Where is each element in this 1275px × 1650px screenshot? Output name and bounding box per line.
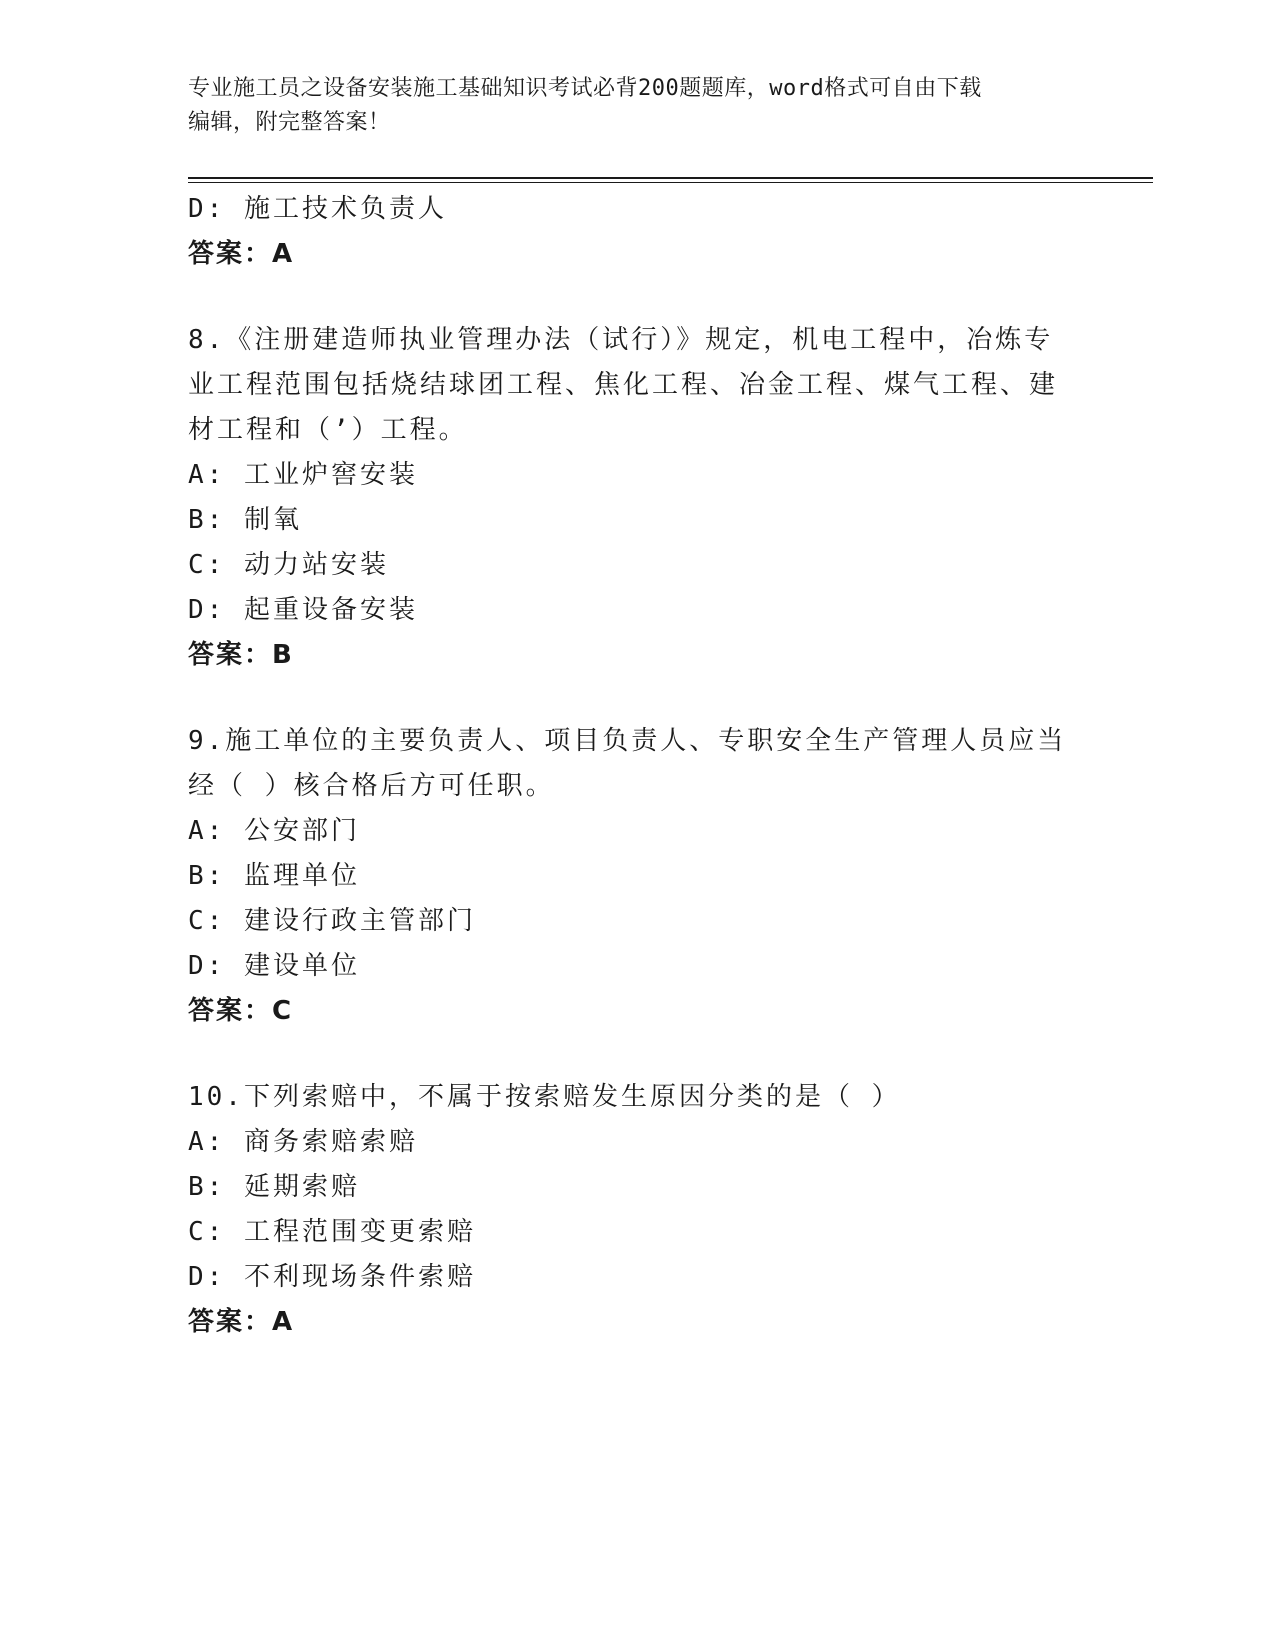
question-text-line: 8.《注册建造师执业管理办法（试行）》规定，机电工程中，冶炼专 [188, 325, 1054, 355]
option-a: A: 工业炉窖安装 [188, 460, 418, 490]
question-text-line: 材工程和（’）工程。 [188, 415, 468, 445]
spacer [188, 277, 1068, 318]
option-d: D: 起重设备安装 [188, 595, 418, 625]
option-b: B: 制氧 [188, 505, 302, 535]
option-b: B: 延期索赔 [188, 1172, 360, 1202]
spacer [188, 1034, 1068, 1075]
header-line-1: 专业施工员之设备安装施工基础知识考试必背200题题库，word格式可自由下载 [188, 76, 982, 101]
option-c: C: 动力站安装 [188, 550, 389, 580]
answer-fragment: 答案：A [188, 239, 295, 269]
question-content [188, 187, 1068, 1345]
question-text-line: 经（ ）核合格后方可任职。 [188, 771, 555, 801]
question-block-10 [188, 1075, 1068, 1345]
option-d: D: 不利现场条件索赔 [188, 1262, 476, 1292]
option-d-fragment: D: 施工技术负责人 [188, 194, 447, 224]
question-text-line: 9.施工单位的主要负责人、项目负责人、专职安全生产管理人员应当 [188, 726, 1067, 756]
option-a: A: 公安部门 [188, 816, 360, 846]
option-d: D: 建设单位 [188, 951, 360, 981]
option-b: B: 监理单位 [188, 861, 360, 891]
question-text-line: 10.下列索赔中，不属于按索赔发生原因分类的是（ ） [188, 1082, 901, 1112]
header-line-2: 编辑，附完整答案！ [188, 110, 391, 135]
header-divider-thin [188, 182, 1153, 183]
question-block-8 [188, 318, 1068, 678]
spacer [188, 678, 1068, 719]
answer: 答案：B [188, 640, 294, 670]
option-c: C: 建设行政主管部门 [188, 906, 476, 936]
header-divider-thick [188, 177, 1153, 179]
question-block-9 [188, 719, 1068, 1034]
answer: 答案：A [188, 1307, 295, 1337]
option-a: A: 商务索赔索赔 [188, 1127, 418, 1157]
question-text-line: 业工程范围包括烧结球团工程、焦化工程、冶金工程、煤气工程、建 [188, 370, 1059, 400]
answer: 答案：C [188, 996, 294, 1026]
option-c: C: 工程范围变更索赔 [188, 1217, 476, 1247]
document-header [188, 72, 1068, 140]
